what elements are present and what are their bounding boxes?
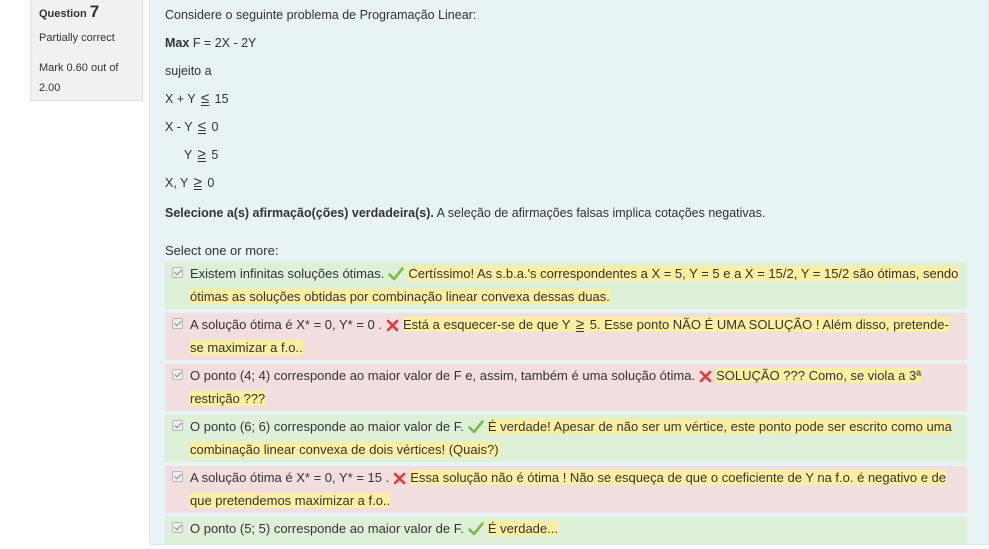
question-grade: Mark 0.60 out of 2.00 — [39, 62, 119, 94]
answer-feedback: Está a esquecer-se de que Y ≥ 5. Esse ponto NÃO É UMA SOLUÇÃO ! Além disso, pretende-se maximizar a f.o.. — [190, 316, 949, 355]
constraint-1: X + Y ≤ 15 — [165, 90, 229, 107]
answer-feedback: SOLUÇÃO ??? Como, se viola a 3ª restrição ??? — [190, 368, 922, 406]
select-one-or-more-label: Select one or more: — [165, 243, 279, 258]
question-state: Partially correct — [39, 32, 115, 44]
cross-icon — [386, 318, 399, 338]
cross-icon — [393, 471, 406, 491]
answer-text: A solução ótima é X* = 0, Y* = 0 . — [190, 317, 382, 332]
answer-option-3 — [165, 364, 967, 411]
constraint-3: Y ≥ 5 — [184, 146, 219, 163]
answer-checkbox[interactable] — [172, 522, 183, 533]
answer-option-4 — [165, 415, 967, 462]
objective-function: Max F = 2X - 2Y — [165, 36, 257, 50]
answer-checkbox[interactable] — [172, 369, 183, 380]
answer-feedback: É verdade... — [487, 521, 558, 536]
answer-checkbox[interactable] — [172, 420, 183, 431]
answer-checkbox[interactable] — [172, 318, 183, 329]
question-number: Question 7 — [39, 2, 100, 21]
answer-feedback: É verdade! Apesar de não ser um vértice, este ponto pode ser escrito como uma combinação linear convexa de dois vértices! (Quais?) — [190, 419, 952, 457]
check-icon — [468, 522, 484, 542]
answer-text: A solução ótima é X* = 0, Y* = 15 . — [190, 470, 390, 485]
question-content — [149, 0, 989, 545]
answer-option-6 — [165, 517, 967, 544]
answer-text: O ponto (6; 6) corresponde ao maior valor de F. — [190, 419, 464, 434]
answer-option-2 — [165, 313, 967, 360]
answer-option-1 — [165, 262, 967, 309]
constraint-4: X, Y ≥ 0 — [165, 174, 215, 191]
check-icon — [388, 267, 404, 287]
answer-checkbox[interactable] — [172, 471, 183, 482]
answer-feedback: Essa solução não é ótima ! Não se esqueça de que o coeficiente de Y na f.o. é negativo e de que pretendemos maximizar a f.o.. — [190, 470, 947, 508]
question-number-value: 7 — [89, 2, 100, 21]
answer-text: O ponto (5; 5) corresponde ao maior valor de F. — [190, 521, 464, 536]
answer-text: O ponto (4; 4) corresponde ao maior valor de F e, assim, também é uma solução ótima. — [190, 368, 696, 383]
problem-intro: Considere o seguinte problema de Programação Linear: — [165, 8, 477, 22]
answer-option-5 — [165, 466, 967, 513]
question-info-panel — [30, 0, 143, 101]
answer-checkbox[interactable] — [172, 267, 183, 278]
subject-to-label: sujeito a — [165, 64, 212, 78]
check-icon — [468, 420, 484, 440]
question-prompt: Selecione a(s) afirmação(ções) verdadeira(s). A seleção de afirmações falsas implica cotações negativas. — [165, 206, 766, 220]
constraint-2: X - Y ≤ 0 — [165, 118, 219, 135]
cross-icon — [699, 369, 712, 389]
answer-feedback: Certíssimo! As s.b.a.'s correspondentes a X = 5, Y = 5 e a X = 15/2, Y = 15/2 são ótimas, sendo ótimas as soluções obtidas por combinação linear convexa dessas duas. — [190, 266, 959, 304]
answer-text: Existem infinitas soluções ótimas. — [190, 266, 385, 281]
